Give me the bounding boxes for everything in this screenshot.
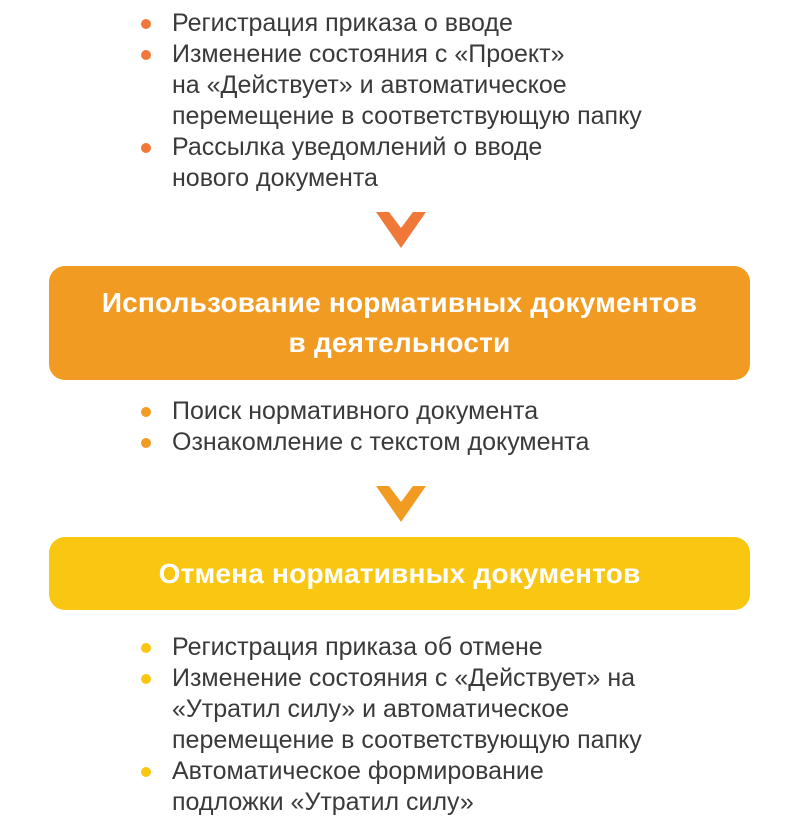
list-item (172, 396, 772, 427)
list-item (172, 8, 772, 39)
stage-box-cancellation (49, 537, 750, 610)
list-item (172, 132, 772, 194)
list-item-text: Изменение состояния с «Действует» на «Утратил силу» и автоматическое перемещение в соответствующую папку (172, 664, 642, 754)
list-item (172, 39, 772, 132)
bullet-icon (141, 19, 151, 29)
stage-title: Отмена нормативных документов (158, 557, 641, 589)
list-item-text: Регистрация приказа о вводе (172, 9, 513, 37)
stage-title: Использование нормативных документов в деятельности (101, 287, 698, 358)
bullet-icon (141, 143, 151, 153)
list-item-text: Автоматическое формирование подложки «Утратил силу» (172, 757, 544, 816)
bullet-icon (141, 438, 151, 448)
list-item-text: Ознакомление с текстом документа (172, 428, 590, 456)
chevron-down-icon (376, 486, 426, 522)
list-item-text: Поиск нормативного документа (172, 397, 539, 425)
list-item-text: Изменение состояния с «Проект» на «Действует» и автоматическое перемещение в соответствующую папку (172, 40, 642, 130)
chevron-down-icon (376, 212, 426, 248)
bullet-icon (141, 674, 151, 684)
list-item-text: Рассылка уведомлений о вводе нового документа (172, 133, 543, 192)
bullet-icon (141, 767, 151, 777)
list-item-text: Регистрация приказа об отмене (172, 633, 543, 661)
list-item (172, 663, 772, 756)
bullet-icon (141, 643, 151, 653)
stage-box-usage (49, 266, 750, 380)
bullet-icon (141, 407, 151, 417)
list-item (172, 427, 772, 458)
list-item (172, 632, 772, 663)
list-item (172, 756, 772, 818)
bullet-icon (141, 50, 151, 60)
